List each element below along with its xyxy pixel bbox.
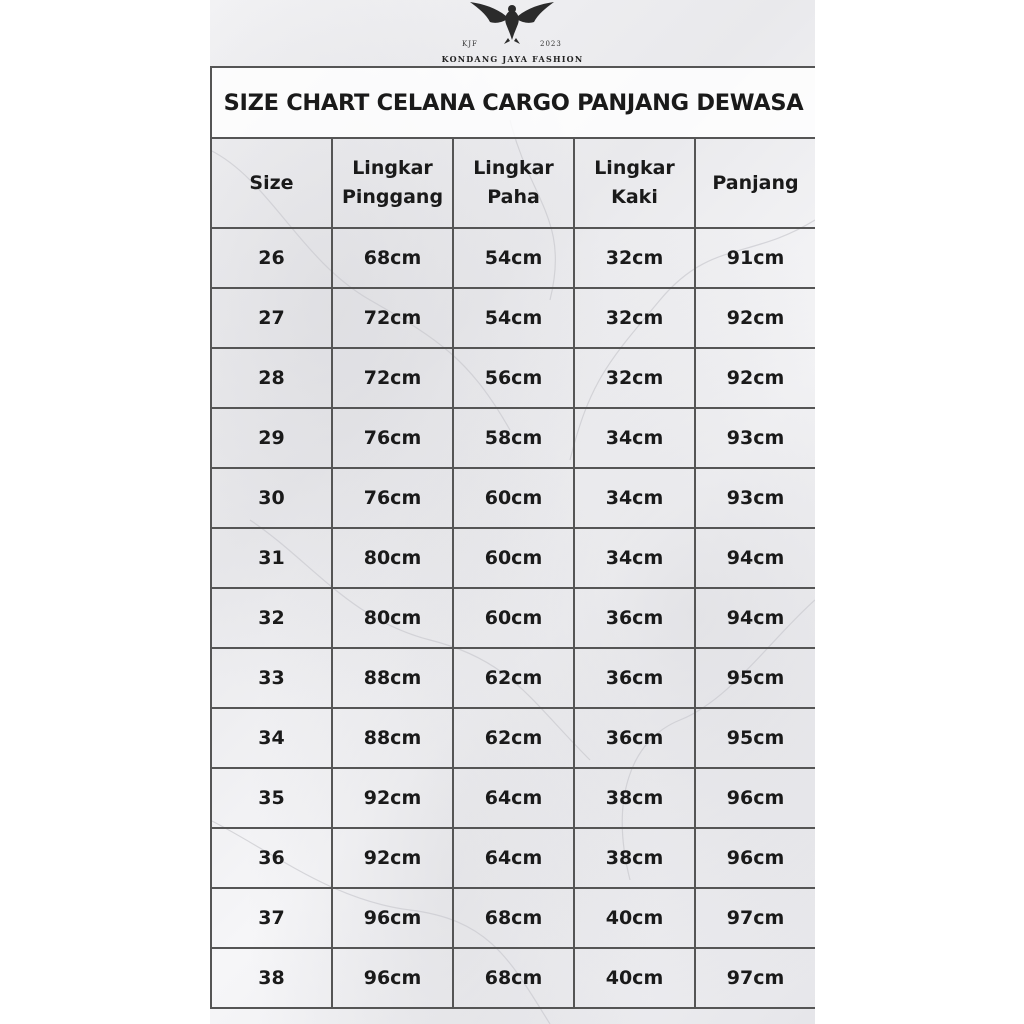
size-chart-table [210,66,815,1009]
cell-waist: 72cm [332,288,453,348]
cell-waist: 76cm [332,468,453,528]
cell-thigh: 60cm [453,528,574,588]
cell-waist: 80cm [332,528,453,588]
cell-size: 38 [211,948,332,1008]
header-leg [574,138,695,228]
cell-waist: 96cm [332,948,453,1008]
table-row [211,408,815,468]
cell-thigh: 62cm [453,648,574,708]
cell-length: 94cm [695,588,815,648]
cell-thigh: 60cm [453,588,574,648]
cell-size: 28 [211,348,332,408]
table-row [211,888,815,948]
table-row [211,828,815,888]
header-thigh-line1: Lingkar [473,157,554,179]
table-row [211,708,815,768]
cell-waist: 88cm [332,648,453,708]
brand-right-mark: 2023 [540,40,562,48]
cell-waist: 80cm [332,588,453,648]
table-row [211,288,815,348]
cell-length: 97cm [695,888,815,948]
table-row [211,468,815,528]
table-row [211,348,815,408]
cell-size: 27 [211,288,332,348]
cell-thigh: 68cm [453,948,574,1008]
cell-thigh: 62cm [453,708,574,768]
cell-size: 26 [211,228,332,288]
header-size-label: Size [249,171,294,194]
cell-length: 91cm [695,228,815,288]
cell-leg: 34cm [574,468,695,528]
cell-leg: 36cm [574,648,695,708]
cell-size: 33 [211,648,332,708]
cell-thigh: 60cm [453,468,574,528]
cell-leg: 40cm [574,948,695,1008]
cell-leg: 34cm [574,528,695,588]
cell-size: 36 [211,828,332,888]
header-thigh [453,138,574,228]
cell-size: 32 [211,588,332,648]
cell-leg: 32cm [574,348,695,408]
cell-length: 95cm [695,648,815,708]
cell-waist: 72cm [332,348,453,408]
header-length-label: Panjang [712,171,799,194]
cell-leg: 38cm [574,828,695,888]
cell-thigh: 54cm [453,288,574,348]
cell-waist: 92cm [332,768,453,828]
cell-leg: 34cm [574,408,695,468]
cell-size: 29 [211,408,332,468]
cell-length: 92cm [695,348,815,408]
cell-length: 92cm [695,288,815,348]
cell-waist: 76cm [332,408,453,468]
header-length [695,138,815,228]
cell-size: 31 [211,528,332,588]
brand-left-mark: KJF [462,40,478,48]
eagle-icon [466,0,558,44]
column-header-row [211,138,815,228]
table-row [211,228,815,288]
header-waist [332,138,453,228]
cell-waist: 88cm [332,708,453,768]
table-row [211,588,815,648]
cell-thigh: 68cm [453,888,574,948]
chart-title: SIZE CHART CELANA CARGO PANJANG DEWASA [211,67,815,138]
cell-waist: 96cm [332,888,453,948]
cell-leg: 36cm [574,588,695,648]
header-leg-line2: Kaki [611,186,658,208]
cell-leg: 40cm [574,888,695,948]
cell-thigh: 54cm [453,228,574,288]
cell-size: 34 [211,708,332,768]
brand-logo [210,0,815,66]
size-chart-sheet [210,0,815,1024]
cell-leg: 32cm [574,288,695,348]
cell-size: 30 [211,468,332,528]
cell-waist: 92cm [332,828,453,888]
cell-leg: 38cm [574,768,695,828]
cell-leg: 36cm [574,708,695,768]
header-size [211,138,332,228]
cell-thigh: 64cm [453,828,574,888]
table-row [211,648,815,708]
table-row [211,768,815,828]
cell-thigh: 56cm [453,348,574,408]
header-thigh-line2: Paha [487,186,540,208]
cell-length: 93cm [695,408,815,468]
cell-size: 35 [211,768,332,828]
table-row [211,528,815,588]
cell-length: 96cm [695,768,815,828]
cell-thigh: 58cm [453,408,574,468]
brand-name: KONDANG JAYA FASHION [441,54,584,64]
header-leg-line1: Lingkar [594,157,675,179]
cell-leg: 32cm [574,228,695,288]
cell-length: 96cm [695,828,815,888]
cell-thigh: 64cm [453,768,574,828]
cell-size: 37 [211,888,332,948]
cell-length: 94cm [695,528,815,588]
header-waist-line1: Lingkar [352,157,433,179]
header-waist-line2: Pinggang [341,186,444,208]
cell-length: 95cm [695,708,815,768]
table-row [211,948,815,1008]
cell-length: 97cm [695,948,815,1008]
cell-length: 93cm [695,468,815,528]
cell-waist: 68cm [332,228,453,288]
